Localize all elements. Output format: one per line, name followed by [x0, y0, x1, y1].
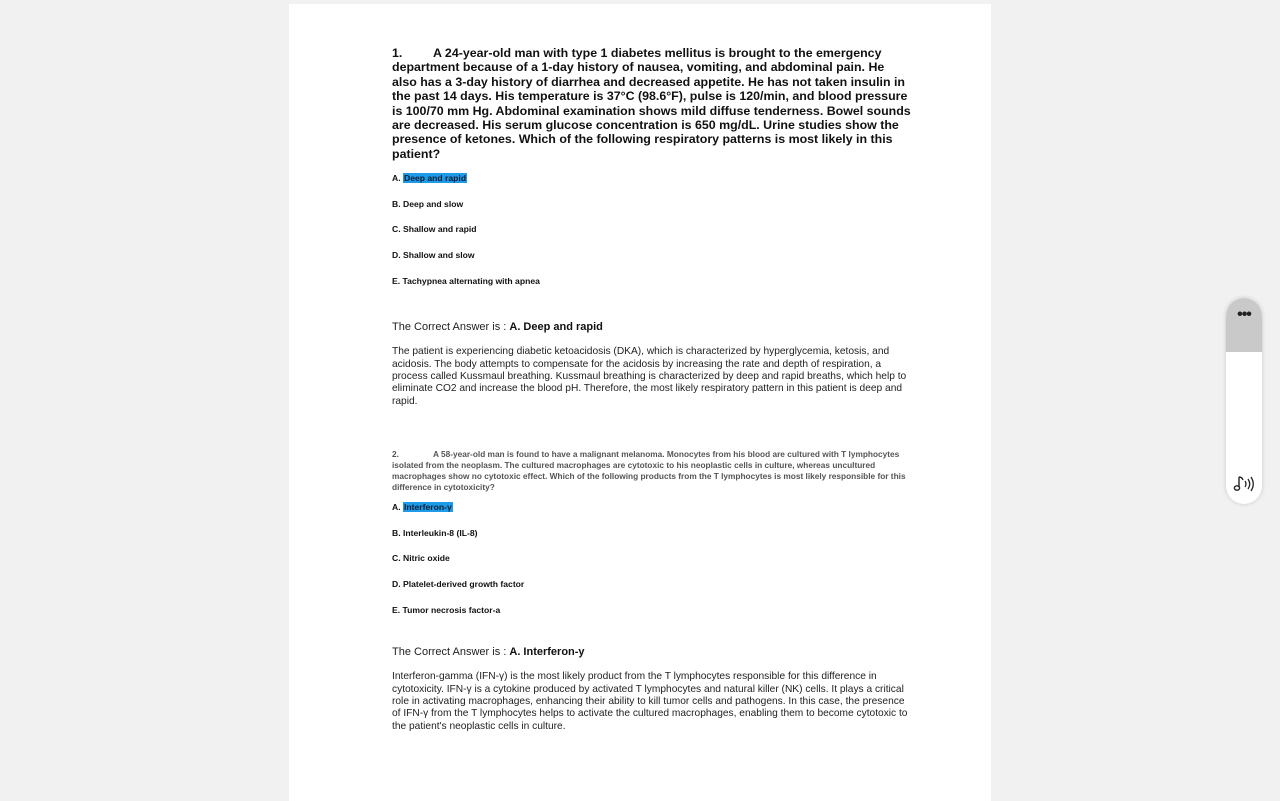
question-1-stem — [392, 46, 912, 161]
option-text: Tumor necrosis factor-a — [402, 604, 501, 615]
q1-option-a[interactable] — [392, 173, 912, 199]
q1-option-b[interactable] — [392, 199, 912, 225]
option-letter: E. — [392, 275, 401, 286]
document-page — [289, 4, 991, 801]
read-aloud-icon[interactable] — [1233, 474, 1255, 494]
question-2-options — [392, 502, 912, 630]
document-content — [392, 46, 912, 733]
option-text: Deep and slow — [402, 198, 464, 209]
option-letter: D. — [392, 579, 401, 590]
option-letter: B. — [392, 527, 401, 538]
option-text: Nitric oxide — [402, 553, 450, 564]
floating-side-panel — [1226, 298, 1262, 504]
option-text: Interleukin-8 (IL-8) — [402, 527, 478, 538]
question-2-text: A 58-year-old man is found to have a malignant melanoma. Monocytes from his blood are cultured with T lymphocytes isolated from the neoplasm. The cultured macrophages are cytotoxic to his neoplastic cells in culture, whereas uncultured macrophages show no cytotoxic effect. Which of the following products from the T lymphocytes is most likely responsible for this difference in cytotoxicity? — [392, 449, 906, 493]
correct-answer-value: A. Interferon-y — [509, 646, 585, 659]
question-1-number: 1. — [392, 46, 403, 60]
option-letter: A. — [392, 502, 401, 513]
option-letter: E. — [392, 604, 401, 615]
question-2-stem — [392, 449, 912, 493]
q2-correct-answer — [392, 646, 912, 659]
q1-correct-answer — [392, 321, 912, 334]
q2-option-b[interactable] — [392, 528, 912, 554]
q1-option-e[interactable] — [392, 276, 912, 302]
option-letter: B. — [392, 198, 401, 209]
q2-option-e[interactable] — [392, 605, 912, 631]
more-options-button[interactable] — [1226, 298, 1262, 352]
option-letter: D. — [392, 250, 401, 261]
highlighted-option-text: Interferon-γ — [403, 502, 452, 513]
option-letter: C. — [392, 553, 401, 564]
q1-explanation: The patient is experiencing diabetic ketoacidosis (DKA), which is characterized by hyperglycemia, ketosis, and acidosis. The body attempts to compensate for the acidosis by increasing the rate and depth of respiration, a process called Kussmaul breathing. Kussmaul breathing is characterized by deep and rapid breaths, which help to eliminate CO2 and increase the blood pH. Therefore, the most likely respiratory pattern in this patient is deep and rapid. — [392, 346, 907, 407]
option-text: Tachypnea alternating with apnea — [402, 275, 540, 286]
more-dots-icon: ••• — [1237, 306, 1251, 323]
option-text: Shallow and rapid — [402, 224, 477, 235]
q2-explanation: Interferon-gamma (IFN-γ) is the most likely product from the T lymphocytes responsible for this difference in cytotoxicity. IFN-γ is a cytokine produced by activated T lymphocytes and natural killer (NK) cells. It plays a critical role in activating macrophages, enhancing their ability to kill tumor cells and pathogens. In this case, the presence of IFN-γ from the T lymphocytes helps to activate the cultured macrophages, enabling them to become cytotoxic to the patient's neoplastic cells in culture. — [392, 671, 908, 732]
correct-answer-prefix: The Correct Answer is : — [392, 321, 510, 334]
option-letter: A. — [392, 173, 401, 184]
q1-option-d[interactable] — [392, 250, 912, 276]
q2-option-a[interactable] — [392, 502, 912, 528]
correct-answer-value: A. Deep and rapid — [509, 321, 603, 334]
option-letter: C. — [392, 224, 401, 235]
correct-answer-prefix: The Correct Answer is : — [392, 646, 510, 659]
question-2-number: 2. — [392, 449, 399, 460]
option-text: Shallow and slow — [402, 250, 475, 261]
option-text: Platelet-derived growth factor — [402, 579, 525, 590]
q2-option-d[interactable] — [392, 579, 912, 605]
question-1-text: A 24-year-old man with type 1 diabetes mellitus is brought to the emergency department because of a 1-day history of nausea, vomiting, and abdominal pain. He also has a 3-day history of diarrhea and decreased appetite. He has not taken insulin in the past 14 days. His temperature is 37°C (98.6°F), pulse is 120/min, and blood pressure is 100/70 mm Hg. Abdominal examination shows mild diffuse tenderness. Bowel sounds are decreased. His serum glucose concentration is 650 mg/dL. Urine studies show the presence of ketones. Which of the following respiratory patterns is most likely in this patient? — [392, 46, 911, 161]
q2-option-c[interactable] — [392, 553, 912, 579]
question-1-options — [392, 173, 912, 301]
highlighted-option-text: Deep and rapid — [403, 173, 467, 184]
q1-option-c[interactable] — [392, 224, 912, 250]
